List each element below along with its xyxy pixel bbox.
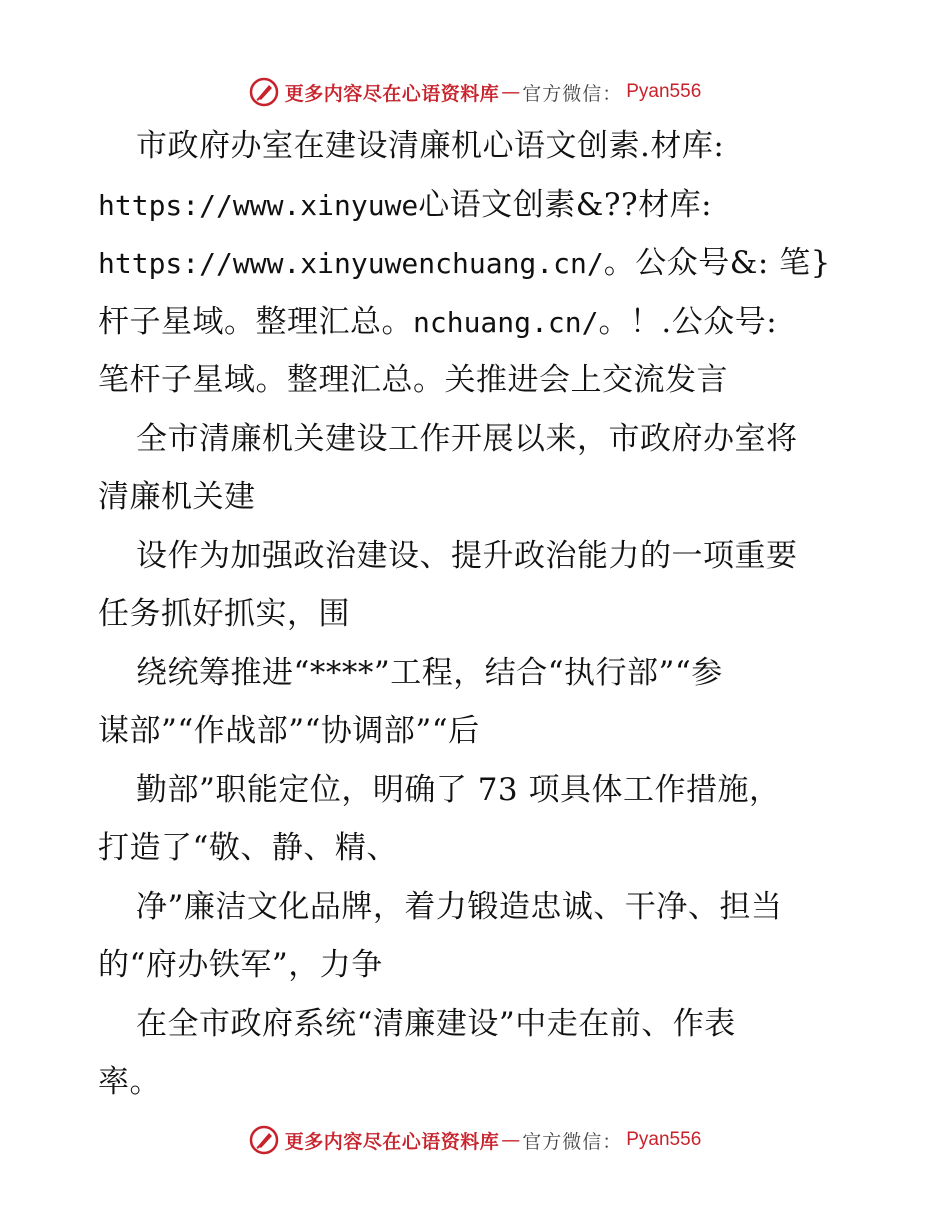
text-run: 笔杆子星域。整理汇总。关推进会上交流发言	[98, 362, 728, 398]
text-run: 净”廉洁文化品牌，着力锻造忠诚、干净、担当	[136, 888, 783, 925]
text-line	[98, 527, 854, 586]
text-run: 的“府办铁军”，力争	[98, 947, 383, 983]
text-run: 在全市政府系统“清廉建设”中走在前、作表	[136, 1005, 736, 1042]
text-run: 设作为加强政治建设、提升政治能力的一项重要	[136, 537, 798, 574]
text-run: 全市清廉机关建设工作开展以来，市政府办室将	[136, 420, 798, 457]
text-line	[98, 585, 854, 644]
text-line	[98, 761, 854, 820]
text-line	[98, 468, 854, 527]
text-run: 打造了“敬、静、精、	[98, 830, 398, 866]
quill-seal-icon	[249, 77, 279, 107]
text-run: 谋部”“作战部”“协调部”“后	[98, 713, 480, 749]
text-run: 勤部”职能定位，明确了 73 项具体工作措施，	[136, 771, 781, 808]
text-run: https://www.xinyuwenchuang.cn/	[98, 247, 604, 280]
quill-seal-icon	[249, 1125, 279, 1155]
banner-wechat-id: Pyan556	[626, 1129, 702, 1150]
text-line	[98, 936, 854, 995]
text-line	[98, 351, 854, 410]
text-run: 任务抓好抓实，围	[98, 596, 350, 632]
text-run: 。！.公众号:	[598, 303, 778, 340]
text-line	[98, 117, 854, 176]
text-run: nchuang.cn/	[413, 305, 599, 339]
text-line	[98, 234, 854, 293]
footer-banner	[0, 1120, 950, 1160]
text-line	[98, 644, 854, 703]
banner-wechat-label: 官方微信：	[522, 1130, 623, 1153]
text-run: 杆子星域。整理汇总。	[98, 303, 413, 340]
banner-brand-text: 更多内容尽在心语资料库	[284, 82, 500, 105]
text-line	[98, 1053, 854, 1112]
text-run: 率。	[98, 1064, 161, 1100]
banner-wechat-id: Pyan556	[626, 81, 702, 102]
document-body	[98, 117, 854, 1112]
text-run: 市政府办室在建设清廉机心语文创素.材库:	[136, 128, 725, 164]
text-run: 绕统筹推进“****”工程，结合“执行部”“参	[136, 654, 723, 691]
text-line	[98, 819, 854, 878]
text-line	[98, 878, 854, 937]
text-run: 清廉机关建	[98, 479, 256, 515]
text-line	[98, 995, 854, 1054]
text-run: 。公众号&: 笔}	[603, 245, 831, 281]
text-line	[98, 410, 854, 469]
text-line	[98, 293, 854, 352]
banner-dash: —	[501, 1129, 521, 1151]
text-run: 心语文创素&??材库:	[418, 186, 713, 223]
banner-dash: —	[501, 81, 521, 103]
text-line	[98, 702, 854, 761]
text-line	[98, 176, 854, 235]
text-run: https://www.xinyuwe	[98, 188, 419, 222]
banner-wechat-label: 官方微信：	[522, 82, 623, 105]
header-banner	[0, 72, 950, 112]
banner-brand-text: 更多内容尽在心语资料库	[284, 1130, 500, 1153]
